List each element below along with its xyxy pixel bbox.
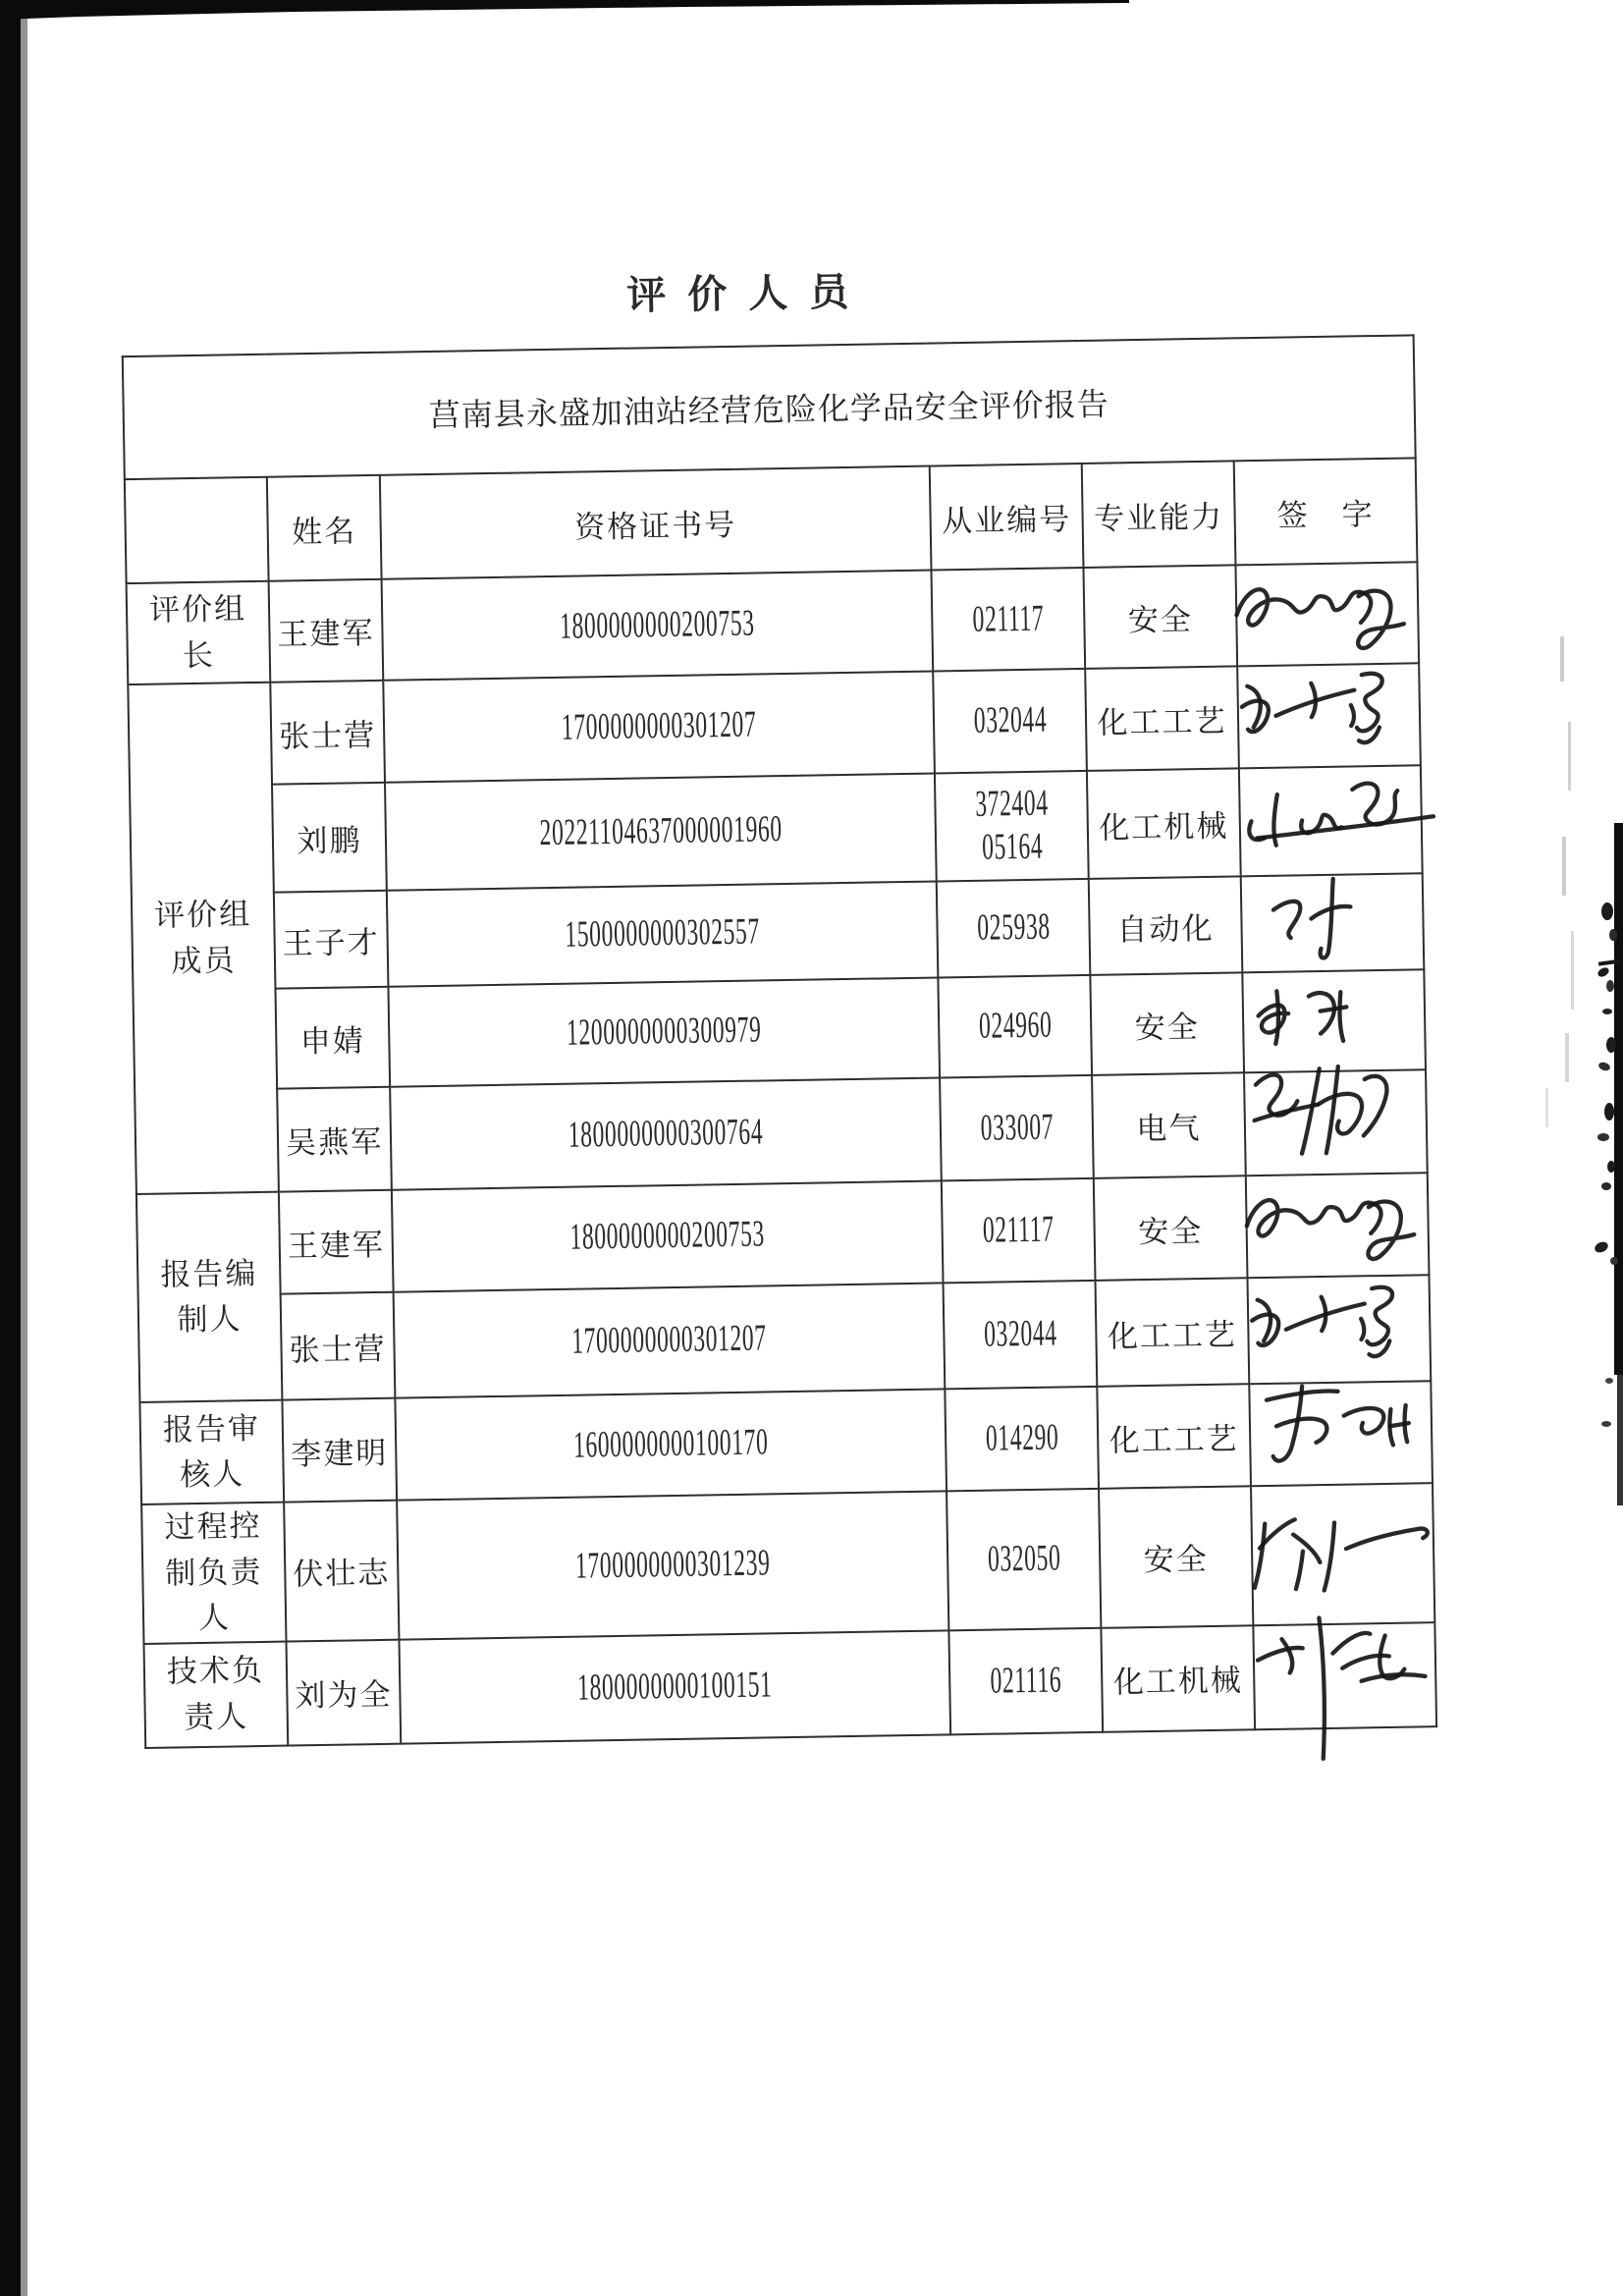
page-title: 评 价 人 员 bbox=[625, 269, 855, 318]
emp-no-cell: 033007 bbox=[940, 1075, 1094, 1181]
col-header-name: 姓名 bbox=[267, 475, 382, 581]
cert-no-cell: 1200000000300979 bbox=[388, 977, 940, 1086]
role-cell: 报告编制人 bbox=[136, 1192, 282, 1402]
cert-no-cell: 1500000000302557 bbox=[387, 881, 939, 986]
specialty-cell: 化工工艺 bbox=[1097, 1384, 1251, 1489]
cert-no-cell: 1800000000200753 bbox=[382, 571, 934, 681]
emp-no-cell: 032044 bbox=[944, 1281, 1098, 1390]
emp-no-cell: 021117 bbox=[942, 1178, 1096, 1284]
name-cell: 刘为全 bbox=[286, 1639, 401, 1745]
emp-no-cell: 014290 bbox=[945, 1387, 1099, 1492]
role-cell: 报告审核人 bbox=[139, 1400, 284, 1504]
specialty-cell: 化工工艺 bbox=[1085, 666, 1239, 771]
emp-no-cell: 372404 05164 bbox=[935, 771, 1089, 882]
role-cell: 技术负责人 bbox=[144, 1641, 289, 1747]
scan-artifact-gray-streaks bbox=[1545, 636, 1574, 1127]
scan-artifact-right-edge bbox=[1594, 823, 1623, 1505]
specialty-cell: 安全 bbox=[1099, 1486, 1253, 1627]
cert-no-cell: 20221104637000001960 bbox=[385, 774, 937, 891]
cert-no-cell: 1600000000100170 bbox=[395, 1389, 947, 1500]
name-cell: 王子才 bbox=[274, 891, 389, 989]
cert-no-cell: 1800000000300764 bbox=[390, 1077, 942, 1189]
cert-no-cell: 1800000000100151 bbox=[399, 1630, 950, 1743]
specialty-cell: 安全 bbox=[1090, 972, 1244, 1075]
emp-no-cell: 032050 bbox=[947, 1489, 1101, 1630]
specialty-cell: 安全 bbox=[1094, 1175, 1248, 1281]
specialty-cell: 化工机械 bbox=[1087, 768, 1241, 879]
specialty-cell: 自动化 bbox=[1089, 876, 1243, 975]
role-cell: 过程控制负责人 bbox=[141, 1503, 286, 1644]
name-cell: 吴燕军 bbox=[277, 1087, 392, 1192]
report-title-cell: 莒南县永盛加油站经营危险化学品安全评价报告 bbox=[123, 335, 1416, 479]
scan-artifact-top-edge bbox=[0, 0, 1129, 20]
name-cell: 申婧 bbox=[275, 987, 390, 1089]
name-cell: 张士营 bbox=[270, 681, 385, 785]
specialty-cell: 电气 bbox=[1092, 1072, 1246, 1178]
col-header-signature: 签 字 bbox=[1234, 458, 1418, 565]
emp-no-cell: 032044 bbox=[933, 669, 1087, 774]
scan-artifact-left-bar bbox=[0, 0, 21, 2296]
name-cell: 张士营 bbox=[281, 1292, 396, 1400]
name-cell: 李建明 bbox=[282, 1398, 397, 1503]
col-header-specialty: 专业能力 bbox=[1082, 461, 1236, 568]
emp-no-cell: 021117 bbox=[931, 568, 1085, 672]
col-header-cert-no: 资格证书号 bbox=[380, 466, 932, 579]
name-cell: 刘鹏 bbox=[272, 783, 387, 893]
name-cell: 伏壮志 bbox=[284, 1501, 399, 1641]
name-cell: 王建军 bbox=[269, 579, 384, 683]
specialty-cell: 化工机械 bbox=[1101, 1625, 1255, 1732]
cert-no-cell: 1700000000301207 bbox=[394, 1283, 946, 1397]
role-cell: 评价组长 bbox=[127, 581, 271, 684]
cert-no-cell: 1700000000301239 bbox=[397, 1491, 948, 1639]
specialty-cell: 化工工艺 bbox=[1096, 1278, 1250, 1387]
specialty-cell: 安全 bbox=[1083, 565, 1237, 669]
name-cell: 王建军 bbox=[279, 1190, 394, 1294]
emp-no-cell: 021116 bbox=[948, 1627, 1103, 1734]
emp-no-cell: 024960 bbox=[938, 975, 1092, 1078]
role-cell: 评价组成员 bbox=[128, 683, 279, 1194]
col-header-emp-no: 从业编号 bbox=[930, 464, 1084, 571]
cert-no-cell: 1700000000301207 bbox=[383, 672, 935, 783]
cert-no-cell: 1800000000200753 bbox=[392, 1180, 944, 1291]
emp-no-cell: 025938 bbox=[937, 879, 1091, 978]
